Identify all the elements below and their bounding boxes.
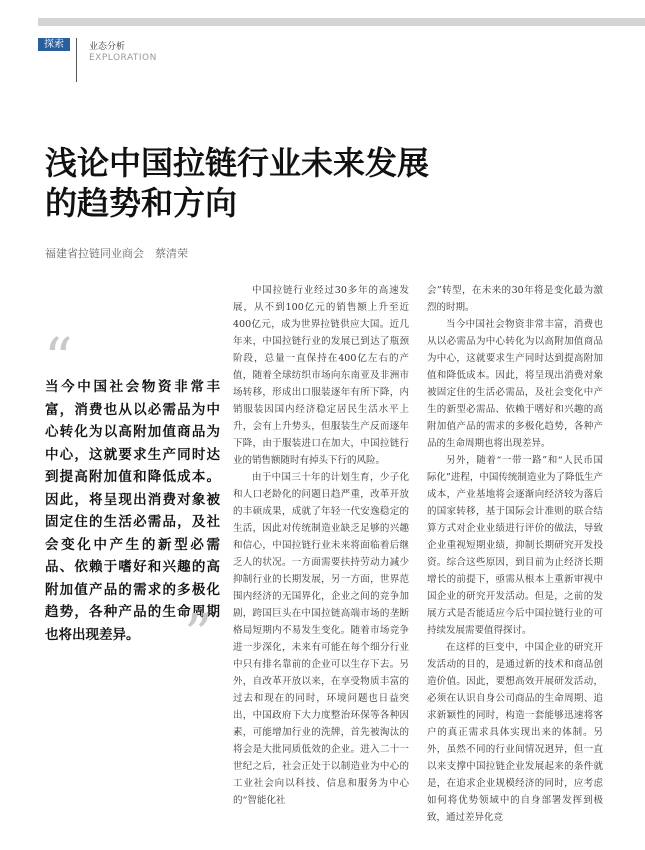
paragraph: 中国拉链行业经过30多年的高速发展，从不到100亿元的销售额上升至近400亿元，成为世界拉链供应大国。近几年来，中国拉链行业的发展已到达了瓶颈阶段，总量一直保持在400亿左右的产值，随着全球纺织市场向东南亚及非洲市场转移，形成出口服装逐年有所下降，内销服装因国内经济稳定居民生活水平上升，会有上升势头，但服装生产反而逐年下降，由于服装进口在加大，中国拉链行业的销售额随时有掉头下行的风险。 [233, 285, 409, 466]
close-quote-icon: ” [184, 603, 213, 668]
title-line-2: 的趋势和方向 [45, 184, 238, 222]
open-quote-icon: “ [44, 327, 73, 392]
paragraph: 在这样的巨变中，中国企业的研究开发活动的目的，是通过新的技术和商品创造价值。因此，要想高效开展研发活动，必须在认识自身公司商品的生命周期、追求新颖性的同时，构造一套能够迅速将客户的真正需求具体实现出来的体制。另外，虽然不同的行业间情况迥异，但一直以来支撑中国拉链企业发展起来的条件就是，在追求企业规模经济的同时，应考虑如何将优势领域中的自身部署发挥到极致，通过差异化竞 [427, 642, 603, 823]
section-tag: 探索 [38, 38, 70, 51]
article-title [45, 143, 605, 223]
top-decorative-bar [38, 18, 645, 26]
pull-quote: 当今中国社会物资非常丰富，消费也从以必需品为中心转化为以高附加值商品为中心，这就要求生产同时达到提高附加值和降低成本。因此，将呈现出消费对象被固定住的生活必需品，及社会变化中产生的新型必需品、依赖于嗜好和兴趣的高附加值产品的需求的多极化趋势，各种产品的生命周期也将出现差异。 [45, 379, 220, 643]
paragraph: 会”转型，在未来的30年将是变化最为激烈的时期。 [427, 285, 603, 313]
title-line-1: 浅论中国拉链行业未来发展 [45, 144, 430, 182]
body-column-2 [427, 282, 603, 826]
section-name-en: EXPLORATION [89, 53, 157, 63]
section-name: 业态分析 [89, 42, 126, 52]
body-column-1 [233, 282, 409, 809]
paragraph: 另外，随着“一带一路”和“人民币国际化”进程，中国传统制造业为了降低生产成本，产业基地将会逐渐向经济较为落后的国家转移，基于国际会计准则的联合结算方式对企业业绩进行评价的做法，导致企业重视短期业绩，抑制长期研究开发投资。综合这些原因，到目前为止经济长期增长的前提下，亟需从根本上重新审视中国企业的研究开发活动。但是，之前的发展方式是否能适应今后中国拉链行业的可持续发展需要值得探讨。 [427, 455, 603, 636]
header-divider [76, 38, 77, 82]
paragraph: 由于中国三十年的计划生育，少子化和人口老龄化的问题日趋严重，改革开放的丰硕成果，成就了年轻一代安逸稳定的生活，因此对传统制造业缺乏足够的兴趣和信心，中国拉链行业未来将面临着后继乏人的状况。一方面需要扶持劳动力减少抑制行业的长期发展，另一方面，世界范围内经济的无国界化，企业之间的竞争加剧，跨国巨头在中国拉链高端市场的垄断格局短期内不易发生变化。随着市场竞争进一步深化，未来有可能在每个细分行业中只有排名靠前的企业可以生存下去。另外，自改革开放以来，在享受物质丰富的过去和现在的同时，环境问题也日益突出，中国政府下大力度整治环保等各种因素，可能增加行业的洗牌，首先被淘汰的将会是大批同质低效的企业。进入二十一世纪之后，社会正处于以制造业为中心的工业社会向以科技、信息和服务为中心的“智能化社 [233, 472, 409, 806]
paragraph: 当今中国社会物资非常丰富，消费也从以必需品为中心转化为以高附加值商品为中心，这就要求生产同时达到提高附加值和降低成本。因此，将呈现出消费对象被固定住的生活必需品，及社会变化中产生的新型必需品、依赖于嗜好和兴趣的高附加值产品的需求的多极化趋势，各种产品的生命周期也将出现差异。 [427, 319, 603, 449]
article-author: 福建省拉链同业商会 蔡清荣 [45, 247, 188, 260]
